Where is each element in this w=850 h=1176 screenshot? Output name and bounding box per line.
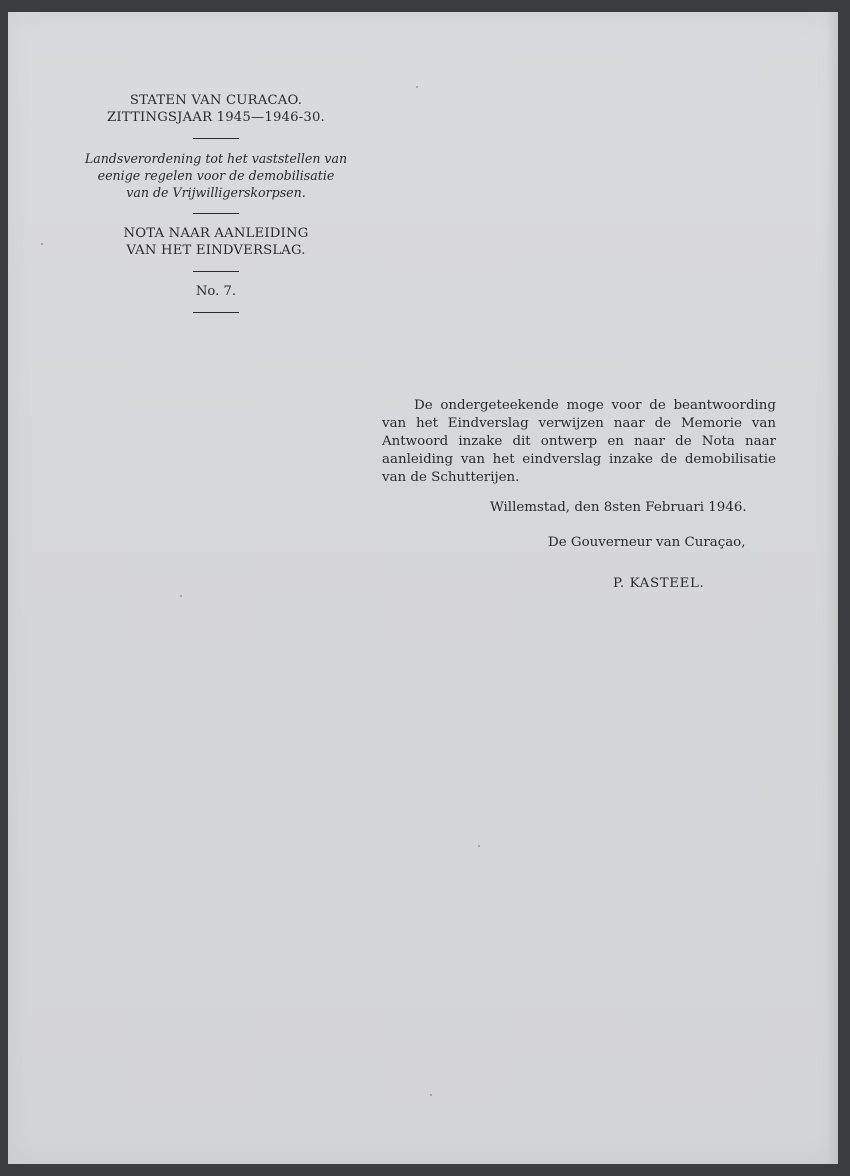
subject-line-1: Landsverordening tot het vaststellen van	[84, 151, 348, 166]
document-page	[8, 12, 838, 1164]
paper-speck	[430, 1094, 432, 1096]
header-line-2: ZITTINGSJAAR 1945—1946-30.	[107, 110, 325, 125]
paper-speck	[416, 86, 418, 88]
body-text	[382, 397, 776, 487]
signatory-title: De Gouverneur van Curaçao,	[548, 535, 746, 550]
subject-line-3: van de Vrijwilligerskorpsen.	[126, 185, 306, 200]
document-number: No. 7.	[195, 284, 237, 299]
page-edge-shadow	[826, 12, 838, 1164]
body-paragraph: De ondergeteekende moge voor de beantwoording van het Eindverslag verwijzen naar de Memorie van Antwoord inzake dit ontwerp en naar de Nota naar aanleiding van het eindverslag inzake de demobilisatie van de Schutterijen.	[382, 398, 776, 485]
subject-line-2: eenige regelen voor de demobilisatie	[97, 168, 335, 183]
divider-rule	[193, 312, 239, 313]
header-line-1: STATEN VAN CURACAO.	[129, 93, 303, 108]
note-title-line-2: VAN HET EINDVERSLAG.	[126, 243, 306, 258]
divider-rule	[193, 271, 239, 272]
paper-speck	[180, 595, 182, 597]
document-header	[56, 92, 376, 324]
signatory-name: P. KASTEEL.	[613, 576, 705, 591]
subject-block	[56, 150, 376, 201]
paper-speck	[478, 845, 480, 847]
divider-rule	[193, 213, 239, 214]
place-date: Willemstad, den 8sten Februari 1946.	[490, 500, 747, 515]
paper-speck	[41, 243, 43, 245]
note-title-line-1: NOTA NAAR AANLEIDING	[123, 226, 309, 241]
divider-rule	[193, 138, 239, 139]
